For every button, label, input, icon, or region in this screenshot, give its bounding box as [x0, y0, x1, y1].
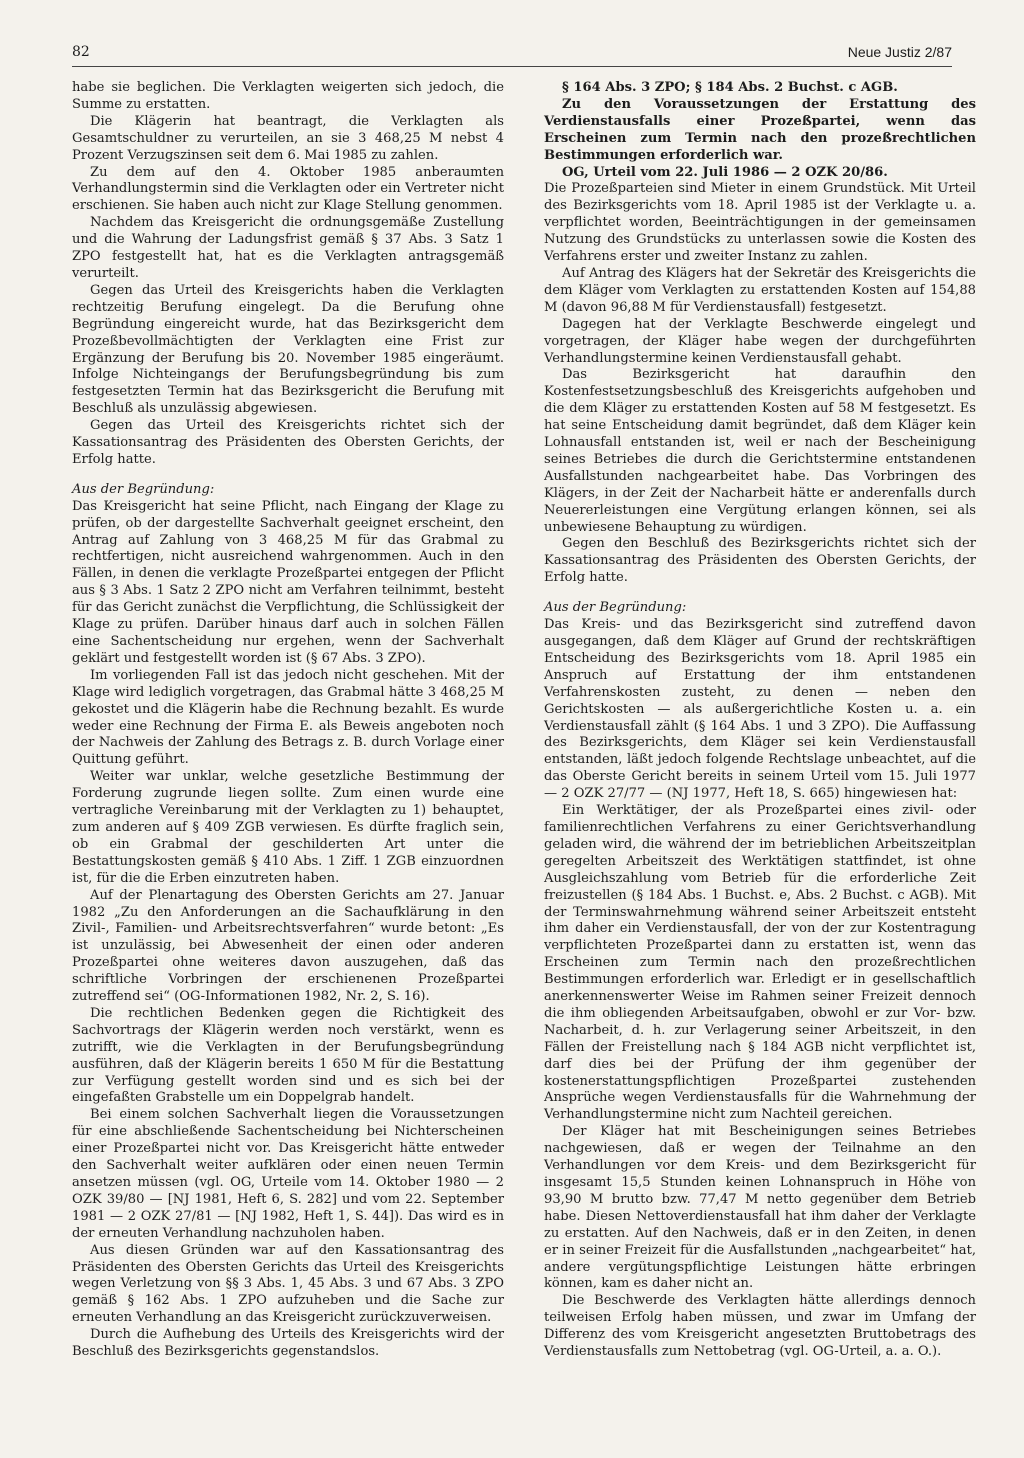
- paragraph: Gegen den Beschluß des Bezirksgerichts richtet sich der Kassationsantrag des Präsidenten des Obersten Gerichts, der Erfolg hatte.: [544, 536, 976, 586]
- paragraph: Nachdem das Kreisgericht die ordnungsgemäße Zustellung und die Wahrung der Ladungsfrist gemäß § 37 Abs. 3 Satz 1 ZPO festgestellt hat, hat es die Verklagten antragsgemäß verurteilt.: [72, 215, 504, 281]
- paragraph: Durch die Aufhebung des Urteils des Kreisgerichts wird der Beschluß des Bezirksgerichts gegenstandslos.: [72, 1327, 504, 1360]
- paragraph: Das Bezirksgericht hat daraufhin den Kostenfestsetzungsbeschluß des Kreisgerichts aufgehoben und die dem Kläger zu erstattenden Kosten auf 58 M festgesetzt. Es hat seine Entscheidung damit begründet, daß dem Kläger kein Lohnausfall entstanden ist, weil er nach der Bescheinigung seines Betriebes die durch die Gerichtstermine entstandenen Ausfallstunden nachgearbeitet habe. Das Vorbringen des Klägers, in der Zeit der Nacharbeit hätte er anderenfalls durch Neuererleistungen eine Vergütung erlangen können, sei als unbewiesene Behauptung zu würdigen.: [544, 367, 976, 535]
- paragraph: Die Beschwerde des Verklagten hätte allerdings dennoch teilweisen Erfolg haben müssen, und zwar im Umfang der Differenz des vom Kreisgericht angesetzten Bruttobetrags des Verdienstausfalls zum Nettobetrag (vgl. OG-Urteil, a. a. O.).: [544, 1293, 976, 1360]
- paragraph: Auf der Plenartagung des Obersten Gerichts am 27. Januar 1982 „Zu den Anforderungen an die Sachaufklärung in den Zivil-, Familien- und Arbeitsrechtsverfahren“ wurde betont: „Es ist unzulässig, bei Abwesenheit der einen oder anderen Prozeßpartei ohne weiteres davon auszugehen, daß das schriftliche Vorbringen der erschienenen Prozeßpartei zutreffend sei“ (OG-Informationen 1982, Nr. 2, S. 16).: [72, 887, 504, 1005]
- paragraph: Aus diesen Gründen war auf den Kassationsantrag des Präsidenten des Obersten Gerichts das Urteil des Kreisgerichts wegen Verletzung von §§ 3 Abs. 1, 45 Abs. 3 und 67 Abs. 3 ZPO gemäß § 162 Abs. 1 ZPO aufzuheben und die Sache zur erneuten Verhandlung an das Kreisgericht zurückzuverweisen.: [72, 1242, 504, 1326]
- paragraph: Das Kreis- und das Bezirksgericht sind zutreffend davon ausgegangen, daß dem Kläger auf Grund der rechtskräftigen Entscheidung des Bezirksgerichts vom 18. April 1985 ein Anspruch auf Erstattung der ihm entstandenen Verfahrenskosten zusteht, zu denen — neben den Gerichtskosten — als außergerichtliche Kosten u. a. ein Verdienstausfall zählt (§ 164 Abs. 1 und 3 ZPO). Die Auffassung des Bezirksgerichts, dem Kläger sei kein Verdienstausfall entstanden, läßt jedoch folgende Rechtslage unbeachtet, auf die das Oberste Gericht bereits in seinem Urteil vom 15. Juli 1977 — 2 OZK 27/77 — (NJ 1977, Heft 18, S. 665) hingewiesen hat:: [544, 617, 976, 802]
- reasons-heading: Aus der Begründung:: [544, 600, 687, 616]
- paragraph: Die Klägerin hat beantragt, die Verklagten als Gesamtschuldner zu verurteilen, an sie 3 468,25 M nebst 4 Prozent Verzugszinsen seit dem 6. Mai 1985 zu zahlen.: [72, 113, 504, 163]
- paragraph: Im vorliegenden Fall ist das jedoch nicht geschehen. Mit der Klage wird lediglich vorgetragen, das Grabmal hätte 3 468,25 M gekostet und die Klägerin habe die Rechnung bezahlt. Es wurde weder eine Rechnung der Firma E. als Beweis angeboten noch der Nachweis der Zahlung des Betrags z. B. durch Vorlage einer Quittung geführt.: [72, 667, 504, 768]
- paragraph: Weiter war unklar, welche gesetzliche Bestimmung der Forderung zugrunde liegen sollte. Zum einen wurde eine vertragliche Vereinbarung mit der Verklagten zu 1) behauptet, zum anderen auf § 409 ZGB verwiesen. Es dürfte fraglich sein, ob ein Grabmal der geschilderten Art unter die Bestattungskosten gemäß § 410 Abs. 1 Ziff. 1 ZGB einzuordnen ist, für die die Erben einzutreten haben.: [72, 769, 504, 886]
- paragraph: Zu dem auf den 4. Oktober 1985 anberaumten Verhandlungstermin sind die Verklagten oder ein Vertreter nicht erschienen. Sie haben auch nicht zur Klage Stellung genommen.: [72, 164, 504, 214]
- right-column: [544, 80, 976, 1361]
- paragraph: Der Kläger hat mit Bescheinigungen seines Betriebes nachgewiesen, daß er wegen der Teilnahme an den Verhandlungen vor dem Kreis- und dem Bezirksgericht für insgesamt 15,5 Stunden keinen Lohnanspruch in Höhe von 93,90 M brutto bzw. 77,47 M netto gegenüber dem Betrieb habe. Diesen Nettoverdienstausfall hat ihm daher der Verklagte zu erstatten. Auf den Nachweis, daß er in den Zeiten, in denen er in seiner Freizeit für die Ausfallstunden „nachgearbeitet“ hat, andere vergütungspflichtige Leistungen hätte erbringen können, kam es daher nicht an.: [544, 1124, 976, 1292]
- page-header: [72, 40, 952, 67]
- paragraph: Gegen das Urteil des Kreisgerichts haben die Verklagten rechtzeitig Berufung eingelegt. Da die Berufung ohne Begründung eingereicht wurde, hat das Bezirksgericht dem Prozeßbevollmächtigten der Verklagten eine Frist zur Ergänzung der Berufung bis 20. November 1985 eingeräumt. Infolge Nichteingangs der Berufungsbegründung bis zum festgesetzten Termin hat das Bezirksgericht die Berufung mit Beschluß als unzulässig abgewiesen.: [72, 282, 504, 417]
- reasons-heading: Aus der Begründung:: [72, 481, 215, 497]
- paragraph: Gegen das Urteil des Kreisgerichts richtet sich der Kassationsantrag des Präsidenten des Obersten Gerichts, der Erfolg hatte.: [72, 418, 504, 467]
- paragraph: habe sie beglichen. Die Verklagten weigerten sich jedoch, die Summe zu erstatten.: [72, 80, 504, 112]
- paragraph: Bei einem solchen Sachverhalt liegen die Voraussetzungen für eine abschließende Sachentscheidung bei Nichterscheinen einer Prozeßpartei nicht vor. Das Kreisgericht hätte entweder den Sachverhalt weiter aufklären oder einen neuen Termin ansetzen müssen (vgl. OG, Urteile vom 14. Oktober 1980 — 2 OZK 39/80 — [NJ 1981, Heft 6, S. 282] und vom 22. September 1981 — 2 OZK 27/81 — [NJ 1982, Heft 1, S. 44]). Das wird es in der erneuten Verhandlung nachzuholen haben.: [72, 1107, 504, 1241]
- case-court: OG, Urteil vom 22. Juli 1986 — 2 OZK 20/86.: [562, 164, 888, 180]
- paragraph: Das Kreisgericht hat seine Pflicht, nach Eingang der Klage zu prüfen, ob der dargestellte Sachverhalt geeignet erscheint, den Antrag auf Zahlung von 3 468,25 M für das Grabmal zu rechtfertigen, nicht ausreichend wahrgenommen. Auch in den Fällen, in denen die verklagte Prozeßpartei entgegen der Pflicht aus § 3 Abs. 1 Satz 2 ZPO nicht am Verfahren teilnimmt, besteht für das Gericht zunächst die Verpflichtung, die Schlüssigkeit der Klage zu prüfen. Darüber hinaus darf auch in solchen Fällen eine Sachentscheidung nur ergehen, wenn der Sachverhalt geklärt und festgestellt worden ist (§ 67 Abs. 3 ZPO).: [72, 498, 504, 666]
- case-headnote: Zu den Voraussetzungen der Erstattung des Verdienstausfalls einer Prozeßpartei, wenn das Erscheinen zum Termin nach den prozeßrechtlichen Bestimmungen erforderlich war.: [544, 96, 976, 163]
- journal-title: Neue Justiz 2/87: [847, 44, 952, 60]
- paragraph: Auf Antrag des Klägers hat der Sekretär des Kreisgerichts die dem Kläger vom Verklagten zu erstattenden Kosten auf 154,88 M (davon 96,88 M für Verdienstausfall) festgesetzt.: [544, 265, 976, 315]
- page-number: 82: [72, 44, 90, 60]
- case-citation: § 164 Abs. 3 ZPO; § 184 Abs. 2 Buchst. c AGB.: [562, 80, 898, 95]
- paragraph: Die Prozeßparteien sind Mieter in einem Grundstück. Mit Urteil des Bezirksgerichts vom 18. April 1985 ist der Verklagte u. a. verpflichtet worden, Beeinträchtigungen in der gemeinsamen Nutzung des Grundstücks zu unterlassen sowie die Kosten des Verfahrens erster und zweiter Instanz zu zahlen.: [544, 181, 976, 265]
- paragraph: Dagegen hat der Verklagte Beschwerde eingelegt und vorgetragen, der Kläger habe wegen der durchgeführten Verhandlungstermine keinen Verdienstausfall gehabt.: [544, 316, 976, 366]
- quoted-passage: Ein Werktätiger, der als Prozeßpartei eines zivil- oder familienrechtlichen Verfahrens zu einer Gerichtsverhandlung geladen wird, die während der im betrieblichen Arbeitszeitplan geregelten Arbeitszeit des Werktätigen stattfindet, ist ohne Ausgleichszahlung vom Betrieb für die erforderliche Zeit freizustellen (§ 184 Abs. 1 Buchst. e, Abs. 2 Buchst. c AGB). Mit der Terminswahrnehmung während seiner Arbeitszeit entsteht ihm daher ein Verdienstausfall, der von der zur Kostentragung verpflichteten Prozeßpartei dann zu erstatten ist, wenn das Erscheinen zum Termin nach den prozeßrechtlichen Bestimmungen erforderlich war. Erledigt er in gesellschaftlich anerkennenswerter Weise im Rahmen seiner Freizeit dennoch die ihm obliegenden Arbeitsaufgaben, obwohl er zur Vor- bzw. Nacharbeit, d. h. zur Verlagerung seiner Arbeitszeit, in den Fällen der Freistellung nach § 184 AGB nicht verpflichtet ist, darf dies bei der Prüfung der ihm gegenüber der kostenerstattungspflichtigen Prozeßpartei zustehenden Ansprüche wegen Verdienstausfalls für die Wahrnehmung der Verhandlungstermine nicht zum Nachteil gereichen.: [544, 803, 976, 1123]
- left-column: [72, 80, 504, 1361]
- paragraph: Die rechtlichen Bedenken gegen die Richtigkeit des Sachvortrags der Klägerin werden noch verstärkt, wenn es zutrifft, wie die Verklagten in der Berufungsbegründung ausführen, daß der Klägerin bereits 1 650 M für die Bestattung zur Verfügung gestellt worden sind und es sich bei der eingefaßten Grabstelle um ein Doppelgrab handelt.: [72, 1005, 504, 1106]
